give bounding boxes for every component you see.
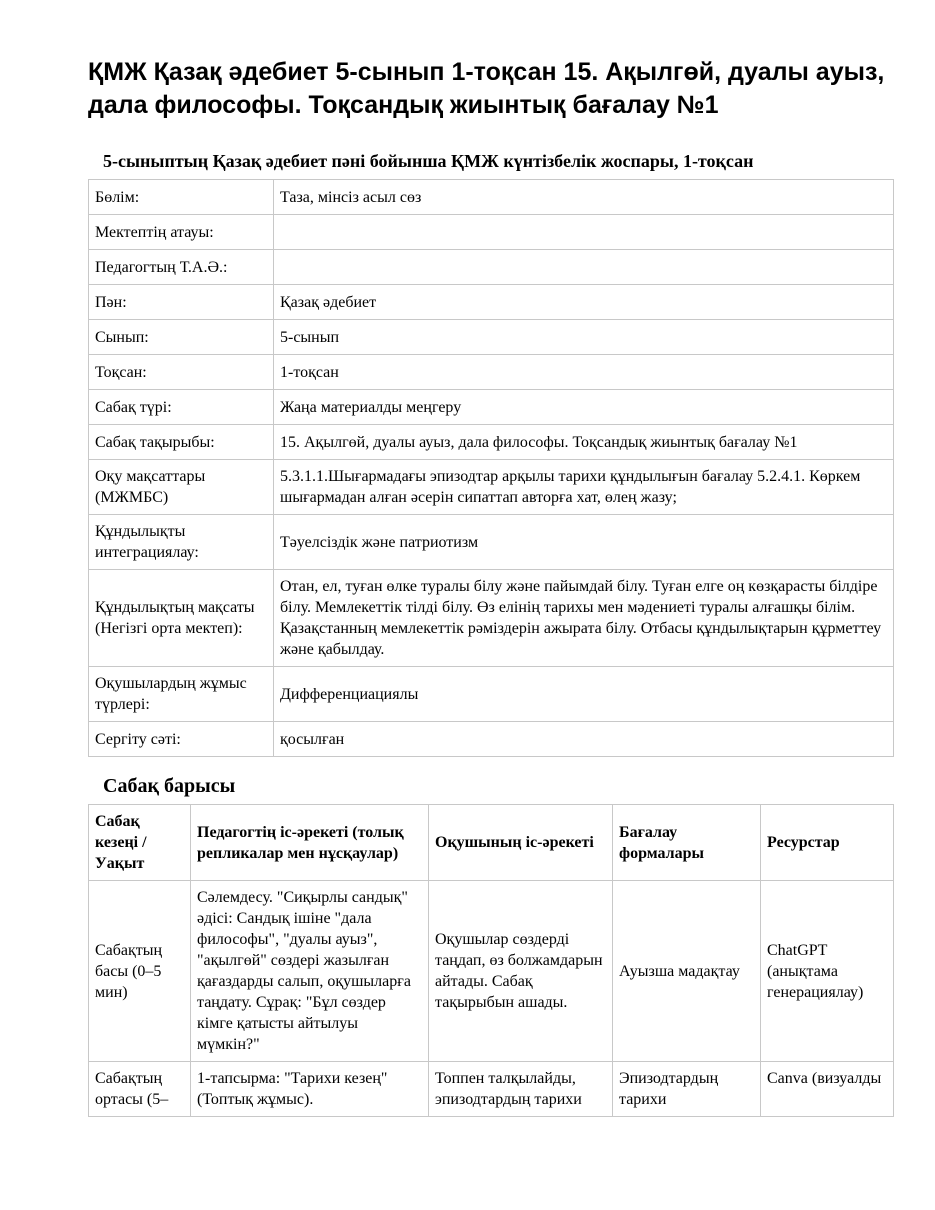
table-cell: Ауызша мадақтау <box>613 881 761 1062</box>
row-value: 5.3.1.1.Шығармадағы эпизодтар арқылы тарихи құндылығын бағалау 5.2.4.1. Көркем шығармадан алған әсерін сипаттап авторға хат, өлең жазу; <box>274 460 894 515</box>
table-row <box>89 425 894 460</box>
column-header: Ресурстар <box>761 805 894 881</box>
row-label: Сабақ тақырыбы: <box>89 425 274 460</box>
row-label: Оқушылардың жұмыс түрлері: <box>89 667 274 722</box>
column-header: Педагогтің іс-әрекеті (толық репликалар мен нұсқаулар) <box>191 805 429 881</box>
row-label: Пән: <box>89 285 274 320</box>
table-row <box>89 515 894 570</box>
table-cell: Сабақтың басы (0–5 мин) <box>89 881 191 1062</box>
row-label: Педагогтың Т.А.Ә.: <box>89 250 274 285</box>
row-value: Дифференциациялы <box>274 667 894 722</box>
table-row <box>89 667 894 722</box>
row-value: 15. Ақылгөй, дуалы ауыз, дала философы. Тоқсандық жиынтық бағалау №1 <box>274 425 894 460</box>
table-row <box>89 215 894 250</box>
row-label: Құндылықты интеграциялау: <box>89 515 274 570</box>
table-row <box>89 570 894 667</box>
table-row <box>89 320 894 355</box>
table-cell: Оқушылар сөздерді таңдап, өз болжамдарын айтады. Сабақ тақырыбын ашады. <box>429 881 613 1062</box>
table-cell: Сабақтың ортасы (5– <box>89 1062 191 1117</box>
row-label: Бөлім: <box>89 180 274 215</box>
column-header: Сабақ кезеңі / Уақыт <box>89 805 191 881</box>
table-cell: Эпизодтардың тарихи <box>613 1062 761 1117</box>
table-row <box>89 881 894 1062</box>
table-row <box>89 355 894 390</box>
table-row <box>89 1062 894 1117</box>
document-body <box>88 56 893 1117</box>
table-row <box>89 722 894 757</box>
column-header: Оқушының іс-әрекеті <box>429 805 613 881</box>
table-cell: Топпен талқылайды, эпизодтардың тарихи <box>429 1062 613 1117</box>
row-value: Жаңа материалды меңгеру <box>274 390 894 425</box>
lesson-heading: Сабақ барысы <box>103 775 236 797</box>
plan-heading: 5-сыныптың Қазақ әдебиет пәні бойынша ҚМЖ күнтізбелік жоспары, 1-тоқсан <box>103 151 754 171</box>
row-value: 5-сынып <box>274 320 894 355</box>
table-row <box>89 250 894 285</box>
row-label: Сабақ түрі: <box>89 390 274 425</box>
row-value <box>274 215 894 250</box>
row-label: Тоқсан: <box>89 355 274 390</box>
table-cell: ChatGPT (анықтама генерациялау) <box>761 881 894 1062</box>
table-row <box>89 460 894 515</box>
row-value: Қазақ әдебиет <box>274 285 894 320</box>
table-row <box>89 285 894 320</box>
row-value: 1-тоқсан <box>274 355 894 390</box>
document-title: ҚМЖ Қазақ әдебиет 5-сынып 1-тоқсан 15. Ақылгөй, дуалы ауыз, дала философы. Тоқсандық жиынтық бағалау №1 <box>88 58 885 119</box>
lesson-table <box>88 804 894 1117</box>
table-row <box>89 390 894 425</box>
table-row <box>89 180 894 215</box>
table-cell: Canva (визуалды <box>761 1062 894 1117</box>
row-value: Отан, ел, туған өлке туралы білу және пайымдай білу. Туған елге оң көзқарасты білдіре білу. Мемлекеттік тілді білу. Өз елінің тарихы мен мәдениеті туралы алғашқы білім. Қазақстанның мемлекеттік рәміздерін ажырата білу. Отбасы құндылықтарын құрметтеу және қабылдау. <box>274 570 894 667</box>
row-value: Тәуелсіздік және патриотизм <box>274 515 894 570</box>
row-label: Мектептің атауы: <box>89 215 274 250</box>
row-value: Таза, мінсіз асыл сөз <box>274 180 894 215</box>
row-label: Сынып: <box>89 320 274 355</box>
row-label: Оқу мақсаттары (МЖМБС) <box>89 460 274 515</box>
table-cell: Сәлемдесу. "Сиқырлы сандық" әдісі: Сандық ішіне "дала философы", "дуалы ауыз", "ақылгөй" сөздері жазылған қағаздарды салып, оқушыларға таңдату. Сұрақ: "Бұл сөздер кімге қатысты айтылуы мүмкін?" <box>191 881 429 1062</box>
info-table <box>88 179 894 757</box>
table-header-row <box>89 805 894 881</box>
row-value: қосылған <box>274 722 894 757</box>
column-header: Бағалау формалары <box>613 805 761 881</box>
row-value <box>274 250 894 285</box>
row-label: Құндылықтың мақсаты (Негізгі орта мектеп): <box>89 570 274 667</box>
table-cell: 1-тапсырма: "Тарихи кезең" (Топтық жұмыс). <box>191 1062 429 1117</box>
row-label: Сергіту сәті: <box>89 722 274 757</box>
